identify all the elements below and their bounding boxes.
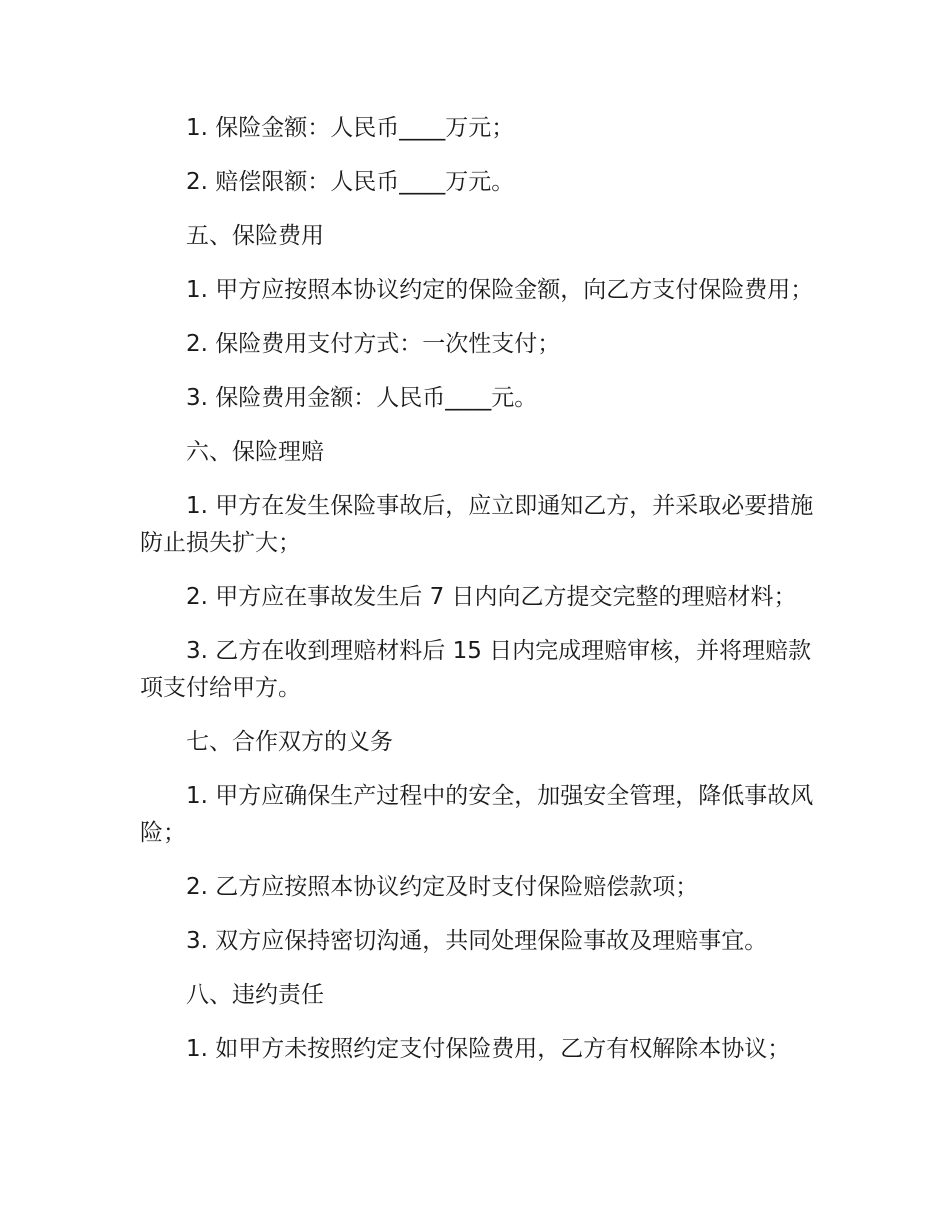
section-heading-insurance-fee: 五、保险费用 xyxy=(186,223,324,249)
clause-obligation-communication: 3. 双方应保持密切沟通，共同处理保险事故及理赔事宜。 xyxy=(186,928,768,954)
clause-claims-review: 3. 乙方在收到理赔材料后 15 日内完成理赔审核，并将理赔款项支付给甲方。 xyxy=(140,638,812,701)
section-heading-liability: 八、违约责任 xyxy=(186,982,324,1008)
clause-fee-payment-method: 2. 保险费用支付方式：一次性支付； xyxy=(186,331,561,357)
clause-fee-payment: 1. 甲方应按照本协议约定的保险金额，向乙方支付保险费用； xyxy=(186,277,814,303)
clause-insurance-amount: 1. 保险金额：人民币____万元； xyxy=(186,115,515,141)
clause-obligation-payment: 2. 乙方应按照本协议约定及时支付保险赔偿款项； xyxy=(186,874,699,900)
clause-fee-amount: 3. 保险费用金额：人民币____元。 xyxy=(186,385,538,411)
clause-claims-notify: 1. 甲方在发生保险事故后，应立即通知乙方，并采取必要措施防止损失扩大； xyxy=(140,493,814,556)
clause-obligation-safety: 1. 甲方应确保生产过程中的安全，加强安全管理，降低事故风险； xyxy=(140,783,814,846)
clause-compensation-limit: 2. 赔偿限额：人民币____万元。 xyxy=(186,169,515,195)
section-heading-claims: 六、保险理赔 xyxy=(186,439,324,465)
clause-claims-materials: 2. 甲方应在事故发生后 7 日内向乙方提交完整的理赔材料； xyxy=(186,584,797,610)
section-heading-obligations: 七、合作双方的义务 xyxy=(186,729,393,755)
document-body xyxy=(140,110,820,1085)
clause-liability-unpaid-fee: 1. 如甲方未按照约定支付保险费用，乙方有权解除本协议； xyxy=(186,1036,791,1062)
